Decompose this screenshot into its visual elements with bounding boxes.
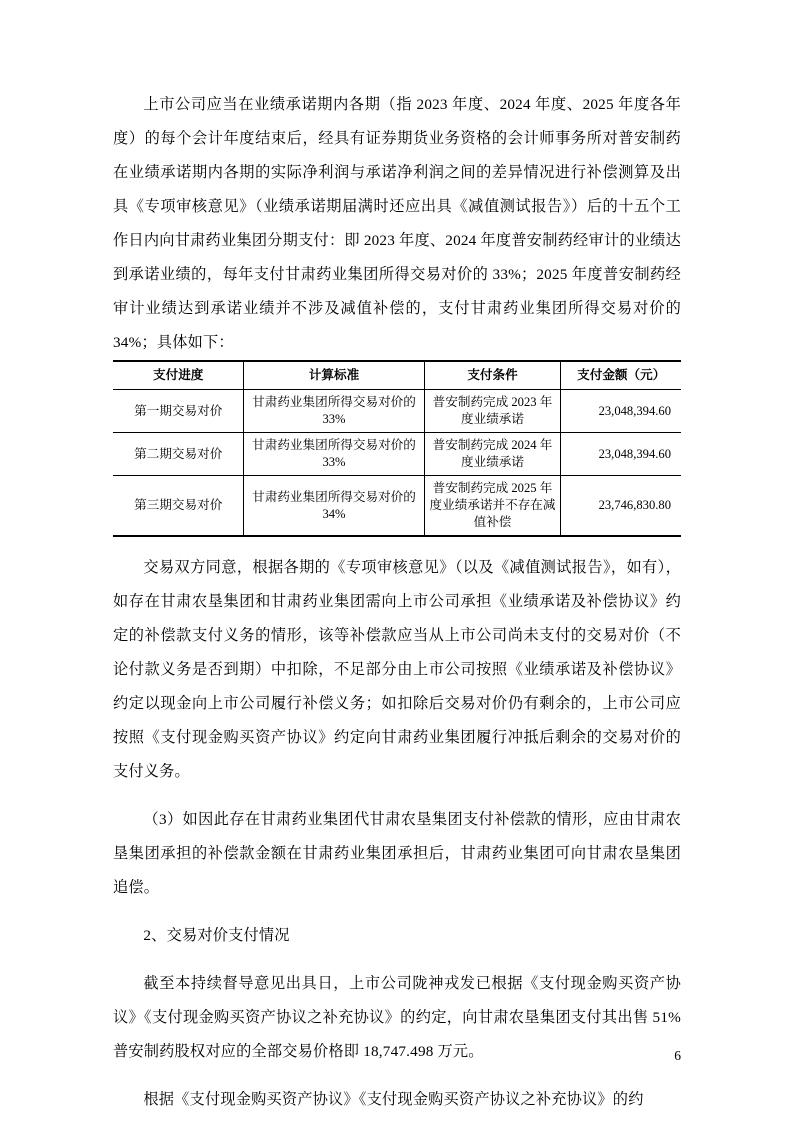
cell-standard: 甘肃药业集团所得交易对价的33% [244,390,424,433]
table-header-standard: 计算标准 [244,362,424,390]
paragraph-compensation-offset: 交易双方同意，根据各期的《专项审核意见》（以及《减值测试报告》，如有），如存在甘肃农垦集团和甘肃药业集团需向上市公司承担《业绩承诺及补偿协议》约定的补偿款支付义务的情形，该等补偿款应当从上市公司尚未支付的交易对价（不论付款义务是否到期）中扣除，不足部分由上市公司按照《业绩承诺及补偿协议》约定以现金向上市公司履行补偿义务；如扣除后交易对价仍有剩余的，上市公司应按照《支付现金购买资产协议》约定向甘肃药业集团履行冲抵后剩余的交易对价的支付义务。 [113,559,681,780]
spacer [113,789,681,803]
cell-standard: 甘肃药业集团所得交易对价的33% [244,433,424,476]
table-row [113,390,681,433]
cell-condition: 普安制药完成 2025 年度业绩承诺并不存在减值补偿 [424,476,561,536]
cell-condition: 普安制药完成 2024 年度业绩承诺 [424,433,561,476]
paragraph-payment-status: 截至本持续督导意见出具日，上市公司陇神戎发已根据《支付现金购买资产协议》《支付现金购买资产协议之补充协议》的约定，向甘肃农垦集团支付其出售 51%普安制药股权对应的全部交易价格即 18,747.498 万元。 [113,975,681,1060]
table-header-progress: 支付进度 [113,362,244,390]
cell-amount: 23,746,830.80 [561,476,681,536]
cell-progress: 第二期交易对价 [113,433,244,476]
cell-amount: 23,048,394.60 [561,390,681,433]
table-row [113,476,681,536]
spacer [113,537,681,551]
table-header-amount: 支付金额（元） [561,362,681,390]
cell-standard: 甘肃药业集团所得交易对价的34% [244,476,424,536]
table-header-row [113,362,681,390]
table-header-condition: 支付条件 [424,362,561,390]
cell-progress: 第一期交易对价 [113,390,244,433]
payment-schedule-table [113,362,681,535]
table-row [113,433,681,476]
page-number: 6 [674,1048,681,1063]
spacer [113,953,681,967]
paragraph-section-heading-2: 2、交易对价支付情况 [143,927,290,944]
spacer [113,1069,681,1083]
cell-progress: 第三期交易对价 [113,476,244,536]
paragraph-intro: 上市公司应当在业绩承诺期内各期（指 2023 年度、2024 年度、2025 年度各年度）的每个会计年度结束后，经具有证券期货业务资格的会计师事务所对普安制药在业绩承诺期内各期的实际净利润与承诺净利润之间的差异情况进行补偿测算及出具《专项审核意见》（业绩承诺期届满时还应出具《减值测试报告》）后的十五个工作日内向甘肃药业集团分期支付：即 2023 年度、2024 年度普安制药经审计的业绩达到承诺业绩的，每年支付甘肃药业集团所得交易对价的 33%；2025 年度普安制药经审计业绩达到承诺业绩并不涉及减值补偿的，支付甘肃药业集团所得交易对价的 34%；具体如下： [113,96,681,351]
payment-schedule-table-wrapper [113,360,681,537]
paragraph-item-3: （3）如因此存在甘肃药业集团代甘肃农垦集团支付补偿款的情形，应由甘肃农垦集团承担的补偿款金额在甘肃药业集团承担后，甘肃药业集团可向甘肃农垦集团追偿。 [113,811,681,896]
spacer [113,905,681,919]
cell-amount: 23,048,394.60 [561,433,681,476]
paragraph-agreement-continued: 根据《支付现金购买资产协议》《支付现金购买资产协议之补充协议》的约 [143,1091,644,1108]
page-content [113,88,681,1117]
cell-condition: 普安制药完成 2023 年度业绩承诺 [424,390,561,433]
